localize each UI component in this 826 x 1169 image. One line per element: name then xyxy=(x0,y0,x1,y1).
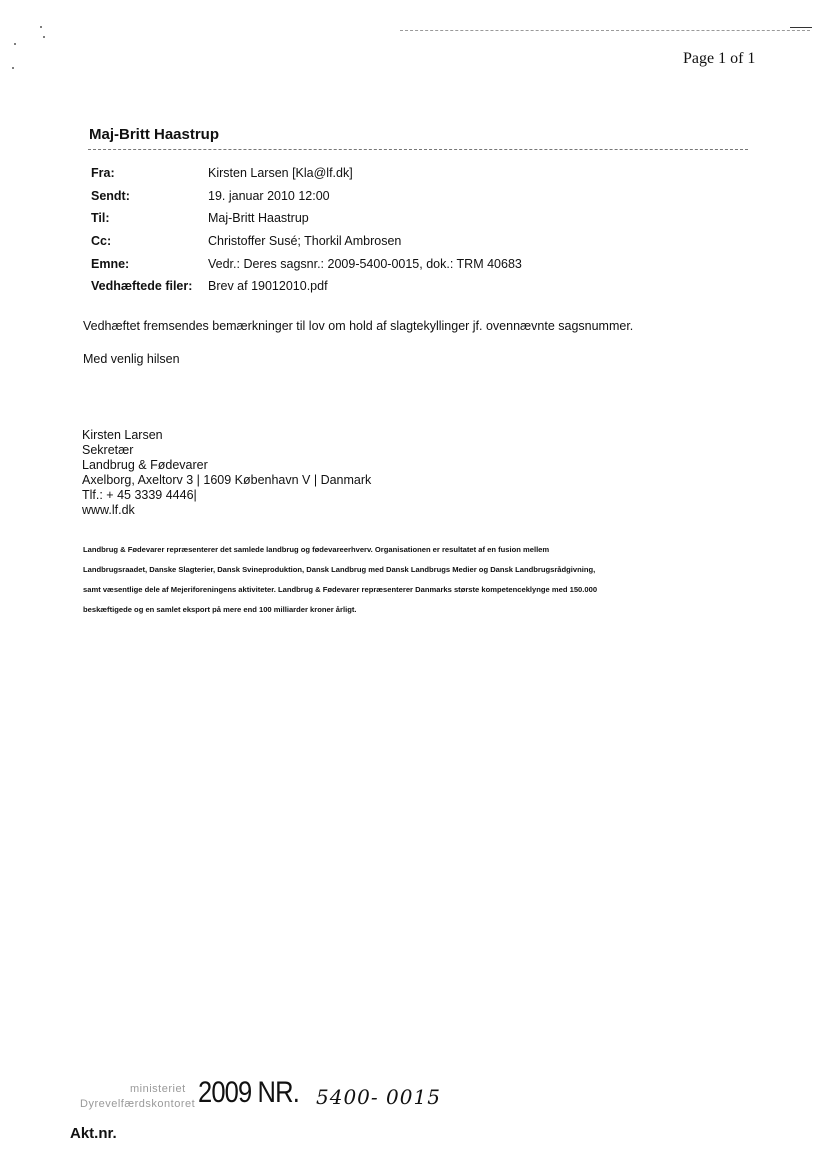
signature-phone: Tlf.: + 45 3339 4446| xyxy=(82,488,197,502)
subject-label: Emne: xyxy=(91,257,130,271)
cc-value: Christoffer Susé; Thorkil Ambrosen xyxy=(208,234,402,248)
attachment-file[interactable]: Brev af 19012010.pdf xyxy=(208,279,328,293)
stamp-ministry-text: ministeriet xyxy=(130,1083,186,1095)
cc-label: Cc: xyxy=(91,234,112,248)
to-value: Maj-Britt Haastrup xyxy=(208,211,309,225)
signature-address: Axelborg, Axeltorv 3 | 1609 København V | Danmark xyxy=(82,473,372,487)
scan-speck xyxy=(12,67,14,69)
disclaimer-line: Landbrug & Fødevarer repræsenterer det samlede landbrug og fødevareerhverv. Organisationen er resultatet af en fusion mellem xyxy=(83,545,550,554)
page-number: Page 1 of 1 xyxy=(683,50,756,67)
akt-number-label: Akt.nr. xyxy=(70,1125,117,1142)
disclaimer-line: Landbrugsraadet, Danske Slagterier, Dansk Svineproduktion, Dansk Landbrug med Dansk Landbrugs Medier og Dansk Landbrugsrådgivning, xyxy=(83,565,596,574)
top-scan-mark xyxy=(790,27,812,28)
signature-title: Sekretær xyxy=(82,443,134,457)
signature-organization: Landbrug & Fødevarer xyxy=(82,458,208,472)
sent-value: 19. januar 2010 12:00 xyxy=(208,189,330,203)
body-paragraph: Vedhæftet fremsendes bemærkninger til lov om hold af slagtekyllinger jf. ovennævnte sagsnummer. xyxy=(83,319,634,333)
from-label: Fra: xyxy=(91,166,115,180)
disclaimer-line: samt væsentlige dele af Mejeriforeningens aktiviteter. Landbrug & Fødevarer repræsenterer Danmarks største kompetenceklynge med 150.000 xyxy=(83,585,598,594)
stamp-case-number: 2009 NR. xyxy=(198,1076,299,1109)
signature-name: Kirsten Larsen xyxy=(82,428,163,442)
to-label: Til: xyxy=(91,211,110,225)
scan-speck xyxy=(40,26,42,28)
stamp-office-text: Dyrevelfærdskontoret xyxy=(80,1098,196,1110)
scan-speck xyxy=(43,36,45,38)
subject-value: Vedr.: Deres sagsnr.: 2009-5400-0015, dok.: TRM 40683 xyxy=(208,257,522,271)
closing-greeting: Med venlig hilsen xyxy=(83,352,180,366)
top-scan-rule xyxy=(400,30,810,31)
stamp-handwritten-number: 5400- 0015 xyxy=(316,1085,441,1109)
scan-speck xyxy=(14,43,16,45)
attachments-label: Vedhæftede filer: xyxy=(91,279,193,293)
mailbox-owner-name: Maj-Britt Haastrup xyxy=(89,126,220,143)
from-value: Kirsten Larsen [Kla@lf.dk] xyxy=(208,166,353,180)
disclaimer-line: beskæftigede og en samlet eksport på mere end 100 milliarder kroner årligt. xyxy=(83,605,357,614)
sent-label: Sendt: xyxy=(91,189,130,203)
signature-website[interactable]: www.lf.dk xyxy=(82,503,135,517)
header-divider xyxy=(88,149,748,150)
